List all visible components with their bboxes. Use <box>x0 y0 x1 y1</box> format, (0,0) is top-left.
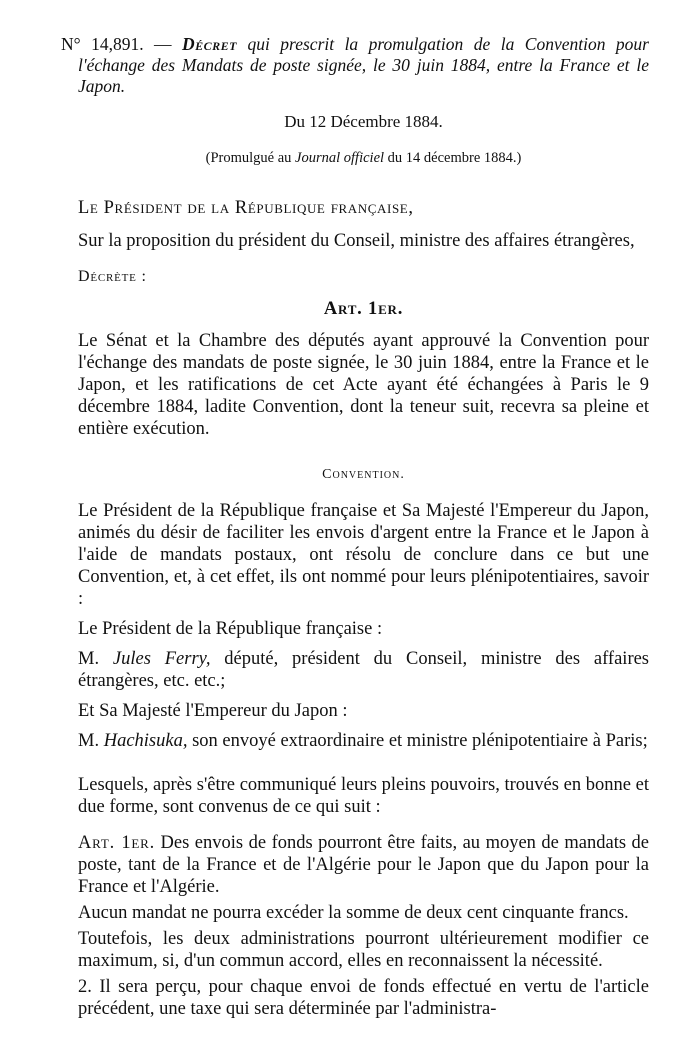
convention-title: Convention. <box>322 467 405 482</box>
hachisuka-prefix: M. <box>78 731 100 751</box>
decree-heading <box>61 34 649 97</box>
ferry-prefix: M. <box>78 649 100 669</box>
art-1-convention-label: Art. 1er. <box>78 833 156 853</box>
toutefois-paragraph: Toutefois, les deux administrations pourront ultérieurement modifier ce maximum, si, d'un commun accord, elles en reconnaissent la nécessité. <box>78 929 649 971</box>
article-1-text: Le Sénat et la Chambre des députés ayant approuvé la Convention pour l'échange des mandats de poste signée, le 30 juin 1884, entre la France et le Japon, et les ratifications de cet Acte ayant été échangées à Paris le 9 décembre 1884, ladite Convention, dont la teneur suit, recevra sa pleine et entière exécution. <box>78 331 649 439</box>
art-1-convention <box>78 832 649 898</box>
decree-title: qui prescrit la promulgation de la Convention pour l'échange des Mandats de poste signée, le 30 juin 1884, entre la France et le Japon. <box>78 34 649 96</box>
hachisuka-paragraph <box>78 730 649 752</box>
ferry-text: député, président du Conseil, ministre des affaires étrangères, etc. etc.; <box>78 649 650 691</box>
aucun-paragraph: Aucun mandat ne pourra excéder la somme de deux cent cinquante francs. <box>78 903 629 923</box>
promulgation-note <box>78 147 649 169</box>
hachisuka-name: Hachisuka, <box>103 731 188 751</box>
emperor-label: Et Sa Majesté l'Empereur du Japon : <box>78 701 348 721</box>
article-1-title: Art. 1er. <box>323 299 404 319</box>
ferry-name: Jules Ferry, <box>112 649 211 669</box>
art-1-convention-text: Des envois de fonds pourront être faits, au moyen de mandats de poste, tant de la France et de l'Algérie pour le Japon que du Japon pour la France et l'Algérie. <box>78 833 649 897</box>
convention-intro: Le Président de la République française et Sa Majesté l'Empereur du Japon, animés du désir de faciliter les envois d'argent entre la France et le Japon à l'aide de mandats postaux, ont résolu de conclure dans ce but une Convention, et, à cet effet, ils ont nommé pour leurs plénipotentiaires, savoir : <box>78 501 649 609</box>
hachisuka-text: son envoyé extraordinaire et ministre plénipotentiaire à Paris; <box>192 731 648 751</box>
date-line: Du 12 Décembre 1884. <box>284 112 443 131</box>
promulgation-journal: Journal officiel <box>295 150 385 166</box>
decree-number: N° 14,891. — <box>61 34 172 54</box>
ferry-paragraph <box>78 648 649 692</box>
president-france-label: Le Président de la République française : <box>78 619 383 639</box>
decrete-label: Décrète : <box>78 268 147 285</box>
promulgation-post: du 14 décembre 1884.) <box>387 150 522 166</box>
lesquels-paragraph: Lesquels, après s'être communiqué leurs pleins pouvoirs, trouvés en bonne et due forme, sont convenus de ce qui suit : <box>78 775 649 817</box>
promulgation-pre: (Promulgué au <box>205 150 292 166</box>
decree-word: Décret <box>182 34 238 54</box>
president-line: Le Président de la République française, <box>78 198 414 218</box>
art-2-paragraph: 2. Il sera perçu, pour chaque envoi de fonds effectué en vertu de l'article précédent, une taxe qui sera déterminée par l'administra- <box>78 977 649 1019</box>
proposition-paragraph: Sur la proposition du président du Conseil, ministre des affaires étrangères, <box>78 231 635 251</box>
